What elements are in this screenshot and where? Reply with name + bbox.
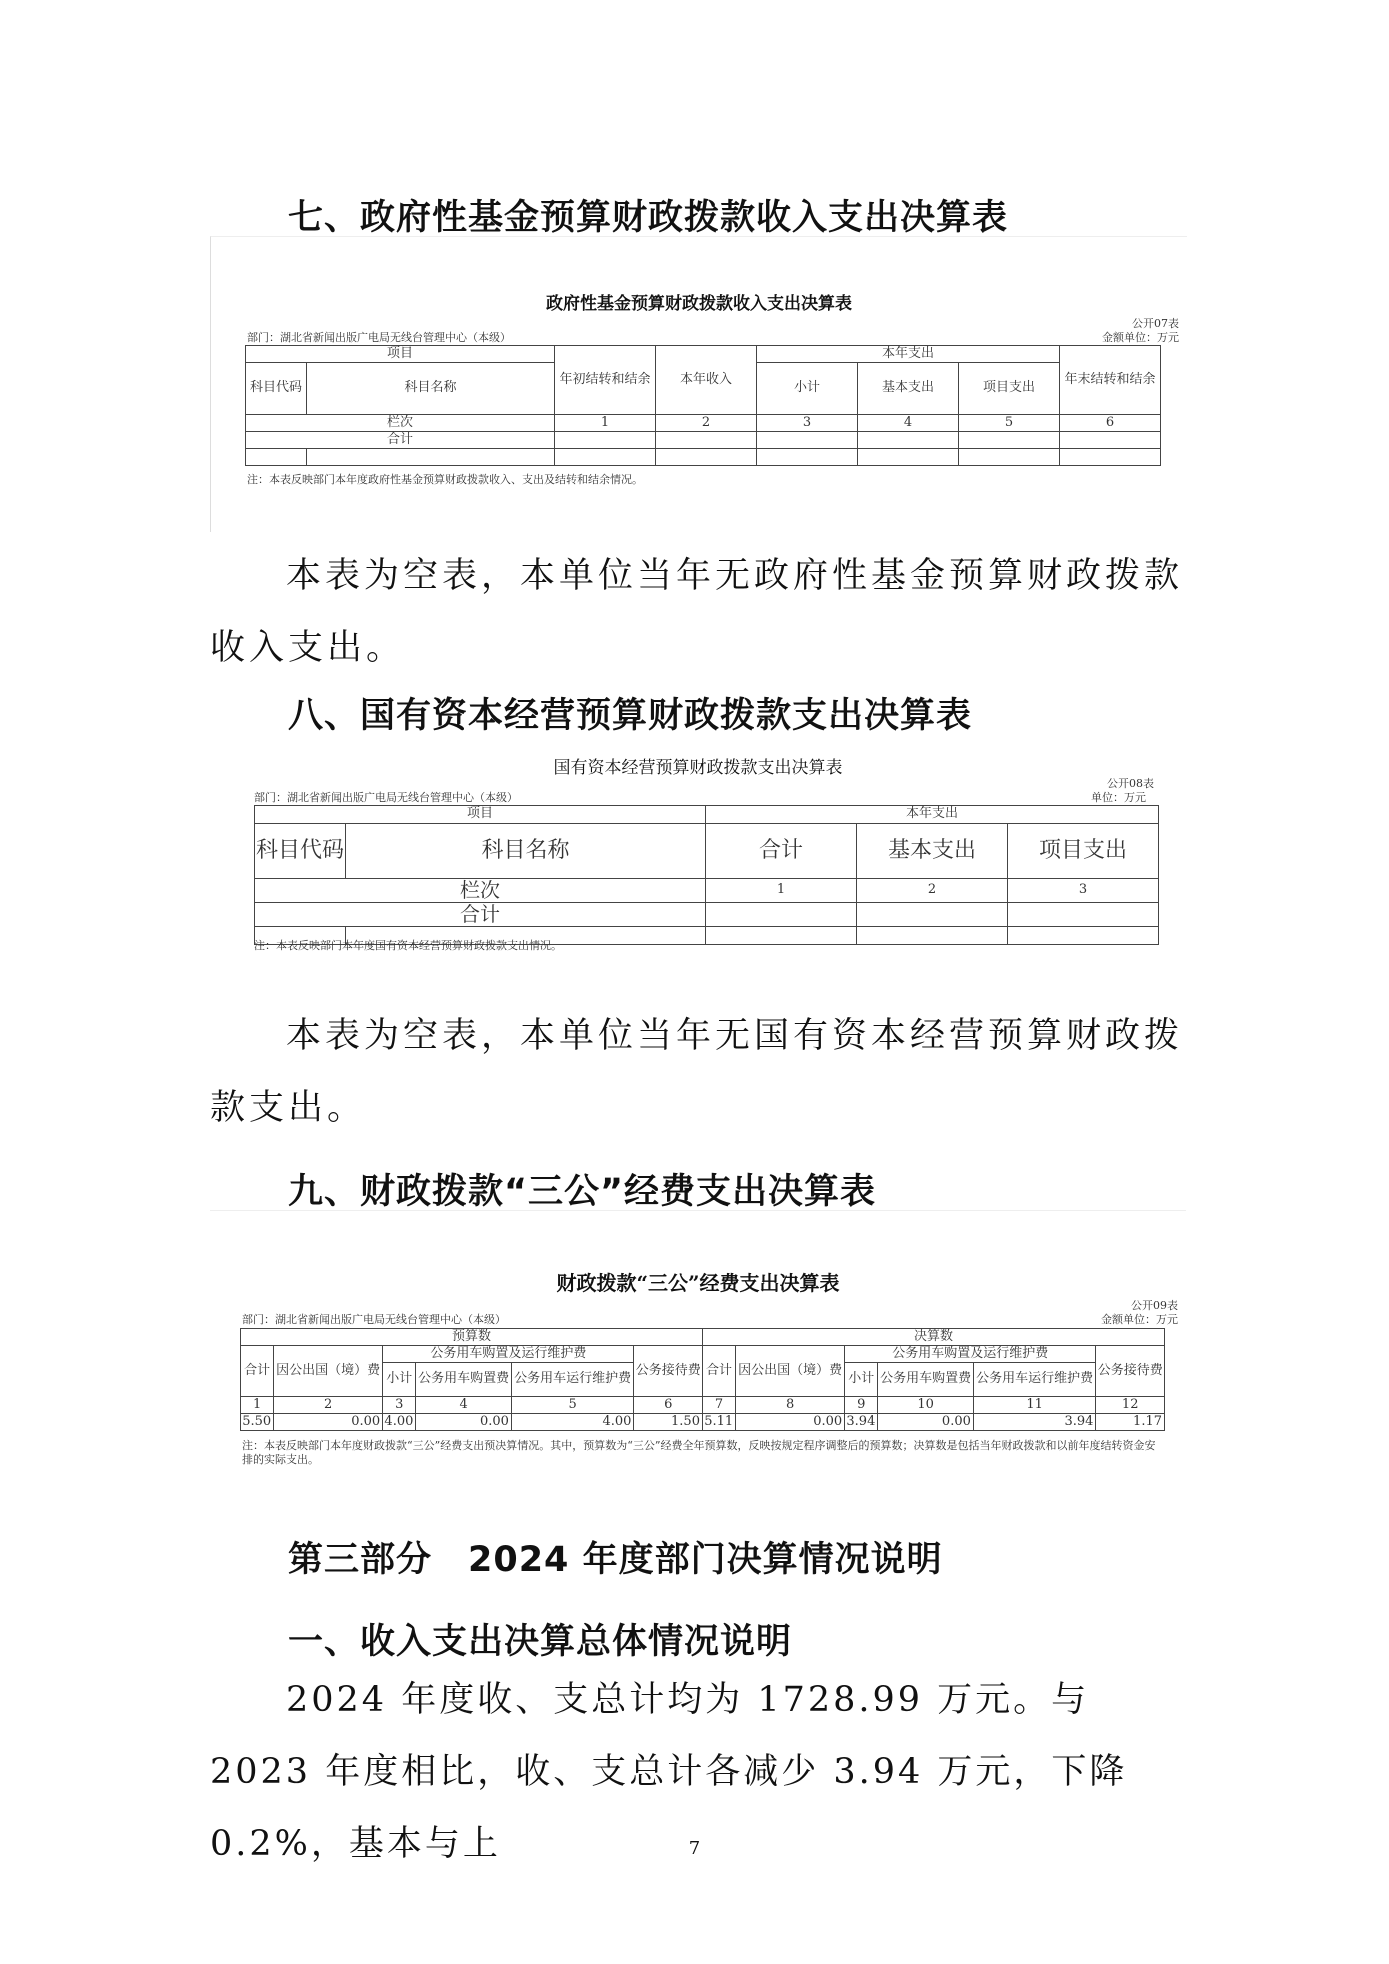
value-cell: 5.50 xyxy=(241,1414,274,1431)
table-title: 政府性基金预算财政拨款收入支出决算表 xyxy=(546,294,852,314)
column-number: 6 xyxy=(634,1397,703,1414)
header-cell: 预算数 xyxy=(241,1329,703,1346)
header-cell: 栏次 xyxy=(255,879,706,903)
header-cell: 项目 xyxy=(255,806,706,824)
header-cell: 科目名称 xyxy=(346,824,706,879)
table-code: 公开08表 xyxy=(1107,777,1154,790)
column-number: 4 xyxy=(416,1397,512,1414)
header-cell: 公务用车购置费 xyxy=(878,1363,974,1397)
header-cell: 小计 xyxy=(757,363,858,415)
header-cell: 项目支出 xyxy=(1008,824,1159,879)
table-code: 公开09表 xyxy=(1131,1299,1178,1312)
header-cell: 科目名称 xyxy=(307,363,555,415)
empty-cell xyxy=(656,449,757,466)
empty-cell xyxy=(757,449,858,466)
table-note: 注：本表反映部门本年度政府性基金预算财政拨款收入、支出及结转和结余情况。 xyxy=(247,473,643,486)
value-cell: 0.00 xyxy=(736,1414,845,1431)
header-cell: 本年支出 xyxy=(757,346,1060,363)
header-cell: 项目支出 xyxy=(959,363,1060,415)
value-cell: 1.17 xyxy=(1096,1414,1165,1431)
empty-cell xyxy=(959,432,1060,449)
empty-cell xyxy=(307,449,555,466)
header-cell: 科目代码 xyxy=(246,363,307,415)
empty-cell xyxy=(555,432,656,449)
empty-cell xyxy=(857,903,1008,927)
empty-cell xyxy=(706,903,857,927)
column-number: 9 xyxy=(845,1397,878,1414)
column-number: 10 xyxy=(878,1397,974,1414)
header-cell: 小计 xyxy=(383,1363,416,1397)
empty-cell xyxy=(1008,903,1159,927)
data-table xyxy=(245,345,1161,466)
empty-cell xyxy=(959,449,1060,466)
page-number: 7 xyxy=(688,1838,701,1859)
header-cell: 本年收入 xyxy=(656,346,757,415)
paragraph: 本表为空表，本单位当年无政府性基金预算财政拨款收入支出。 xyxy=(210,556,1184,668)
header-cell: 基本支出 xyxy=(858,363,959,415)
header-cell: 项目 xyxy=(246,346,555,363)
header-cell: 公务接待费 xyxy=(634,1346,703,1397)
header-cell: 1 xyxy=(706,879,857,903)
empty-cell xyxy=(656,432,757,449)
value-cell: 3.94 xyxy=(973,1414,1096,1431)
column-number: 7 xyxy=(702,1397,735,1414)
empty-cell xyxy=(858,449,959,466)
paragraph: 2024 年度收、支总计均为 1728.99 万元。与 2023 年度相比，收、支总计各减少 3.94 万元，下降 0.2%，基本与上 xyxy=(210,1680,1128,1864)
column-number: 12 xyxy=(1096,1397,1165,1414)
header-cell: 合计 xyxy=(702,1346,735,1397)
header-cell: 公务用车运行维护费 xyxy=(511,1363,634,1397)
header-cell: 合计 xyxy=(241,1346,274,1397)
unit-label: 金额单位：万元 xyxy=(1102,331,1179,344)
header-cell: 小计 xyxy=(845,1363,878,1397)
column-number: 8 xyxy=(736,1397,845,1414)
column-number: 5 xyxy=(511,1397,634,1414)
value-cell: 4.00 xyxy=(511,1414,634,1431)
header-cell: 1 xyxy=(555,415,656,432)
header-cell: 本年支出 xyxy=(706,806,1159,824)
header-cell: 公务用车购置及运行维护费 xyxy=(845,1346,1096,1363)
header-cell: 公务用车运行维护费 xyxy=(973,1363,1096,1397)
header-cell: 公务用车购置及运行维护费 xyxy=(383,1346,634,1363)
empty-cell xyxy=(858,432,959,449)
value-cell: 0.00 xyxy=(416,1414,512,1431)
header-cell: 年末结转和结余 xyxy=(1060,346,1161,415)
header-cell: 基本支出 xyxy=(857,824,1008,879)
table-note: 注：本表反映部门本年度财政拨款“三公”经费支出预决算情况。其中，预算数为“三公”经费全年预算数，反映按规定程序调整后的预算数；决算数是包括当年财政拨款和以前年度结转资金安排的实际支出。 xyxy=(242,1439,1156,1466)
header-cell: 公务接待费 xyxy=(1096,1346,1165,1397)
header-cell: 科目代码 xyxy=(255,824,346,879)
header-cell: 合计 xyxy=(706,824,857,879)
dept-label: 部门：湖北省新闻出版广电局无线台管理中心（本级） xyxy=(254,791,518,804)
value-cell: 1.50 xyxy=(634,1414,703,1431)
empty-cell xyxy=(1008,927,1159,945)
value-cell: 0.00 xyxy=(878,1414,974,1431)
section-heading: 九、财政拨款“三公”经费支出决算表 xyxy=(288,1172,877,1212)
header-cell: 合计 xyxy=(255,903,706,927)
header-cell: 2 xyxy=(857,879,1008,903)
table-07-image xyxy=(210,236,1187,532)
column-number: 11 xyxy=(973,1397,1096,1414)
unit-label: 金额单位：万元 xyxy=(1101,1313,1178,1326)
empty-cell xyxy=(706,927,857,945)
value-cell: 3.94 xyxy=(845,1414,878,1431)
unit-label: 单位：万元 xyxy=(1091,791,1146,804)
table-title: 国有资本经营预算财政拨款支出决算表 xyxy=(553,758,843,778)
section-heading: 八、国有资本经营预算财政拨款支出决算表 xyxy=(288,696,973,736)
empty-cell xyxy=(1060,449,1161,466)
empty-cell xyxy=(757,432,858,449)
dept-label: 部门：湖北省新闻出版广电局无线台管理中心（本级） xyxy=(247,331,511,344)
column-number: 1 xyxy=(241,1397,274,1414)
header-cell: 年初结转和结余 xyxy=(555,346,656,415)
header-cell: 3 xyxy=(757,415,858,432)
header-cell: 合计 xyxy=(246,432,555,449)
header-cell: 因公出国（境）费 xyxy=(274,1346,383,1397)
column-number: 3 xyxy=(383,1397,416,1414)
value-cell: 4.00 xyxy=(383,1414,416,1431)
column-number: 2 xyxy=(274,1397,383,1414)
data-table xyxy=(254,805,1159,945)
table-code: 公开07表 xyxy=(1132,317,1179,330)
table-title: 财政拨款“三公”经费支出决算表 xyxy=(556,1271,840,1295)
table-08-image xyxy=(210,745,1186,955)
header-cell: 4 xyxy=(858,415,959,432)
header-cell: 因公出国（境）费 xyxy=(736,1346,845,1397)
header-cell: 2 xyxy=(656,415,757,432)
empty-cell xyxy=(246,449,307,466)
table-09-image xyxy=(210,1210,1186,1471)
header-cell: 决算数 xyxy=(702,1329,1164,1346)
header-cell: 3 xyxy=(1008,879,1159,903)
value-cell: 5.11 xyxy=(702,1414,735,1431)
empty-cell xyxy=(857,927,1008,945)
header-cell: 6 xyxy=(1060,415,1161,432)
value-cell: 0.00 xyxy=(274,1414,383,1431)
paragraph: 本表为空表，本单位当年无国有资本经营预算财政拨款支出。 xyxy=(210,1016,1184,1128)
section-heading: 七、政府性基金预算财政拨款收入支出决算表 xyxy=(288,198,1009,238)
table-note: 注：本表反映部门本年度国有资本经营预算财政拨款支出情况。 xyxy=(254,939,562,952)
data-table xyxy=(240,1328,1165,1431)
empty-cell xyxy=(555,449,656,466)
empty-cell xyxy=(1060,432,1161,449)
part-heading: 第三部分 2024 年度部门决算情况说明 xyxy=(288,1540,943,1580)
dept-label: 部门：湖北省新闻出版广电局无线台管理中心（本级） xyxy=(242,1313,506,1326)
section-heading: 一、收入支出决算总体情况说明 xyxy=(288,1622,793,1662)
header-cell: 栏次 xyxy=(246,415,555,432)
header-cell: 5 xyxy=(959,415,1060,432)
header-cell: 公务用车购置费 xyxy=(416,1363,512,1397)
